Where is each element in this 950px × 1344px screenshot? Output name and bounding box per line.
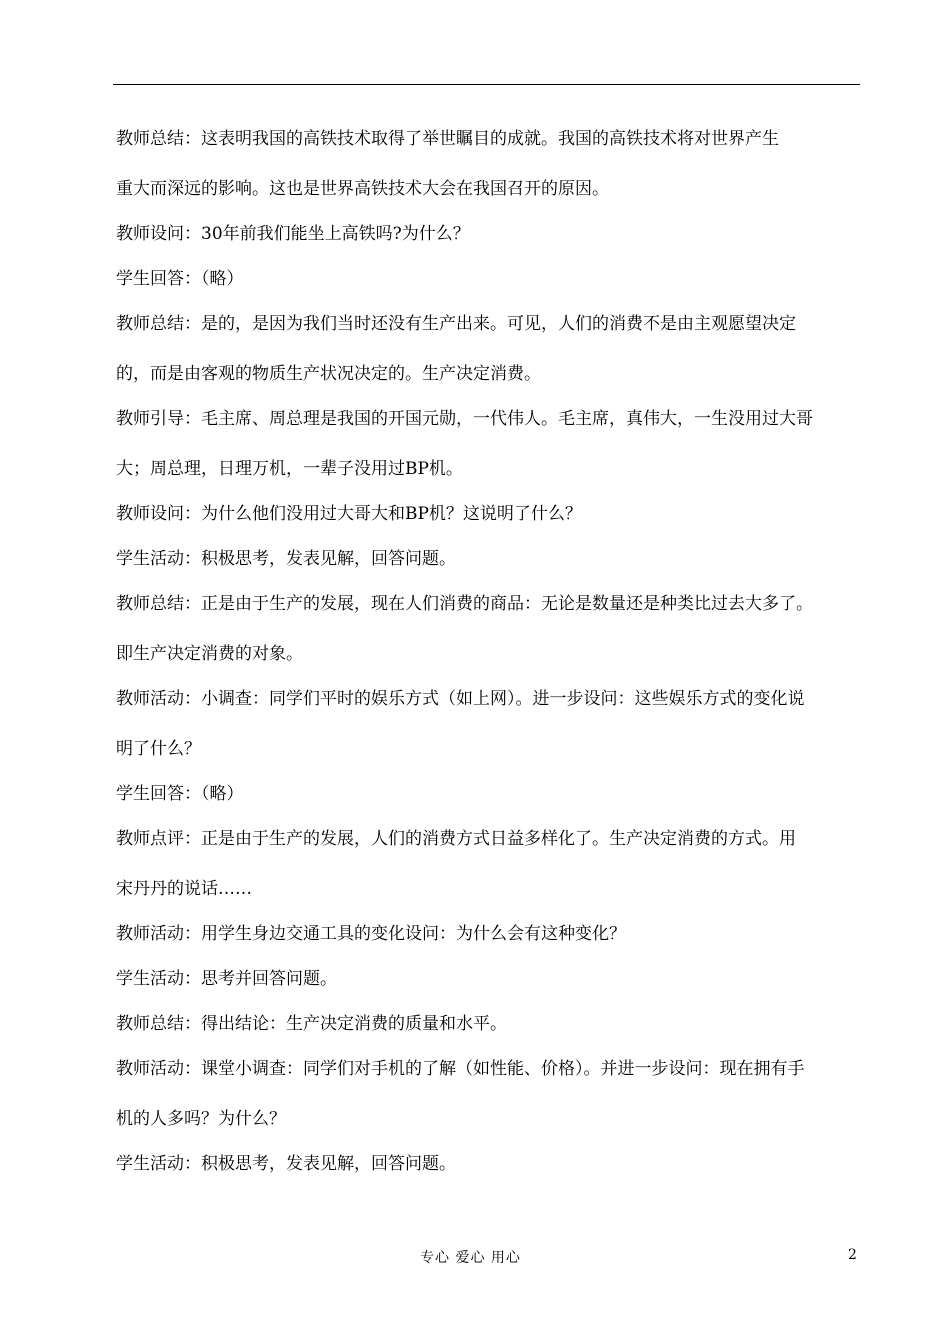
paragraph-line: 学生活动：积极思考，发表见解，回答问题。 [116, 549, 456, 569]
paragraph-line: 教师总结：这表明我国的高铁技术取得了举世瞩目的成就。我国的高铁技术将对世界产生 [116, 129, 779, 149]
paragraph-continuation-line: 明了什么？ [116, 739, 201, 759]
paragraph-continuation-line: 大；周总理，日理万机，一辈子没用过BP机。 [116, 459, 463, 479]
paragraph-line: 教师设问：30年前我们能坐上高铁吗?为什么？ [116, 224, 470, 244]
paragraph-line: 教师点评：正是由于生产的发展，人们的消费方式日益多样化了。生产决定消费的方式。用 [116, 829, 796, 849]
paragraph-line: 教师总结：正是由于生产的发展，现在人们消费的商品：无论是数量还是种类比过去大多了。 [116, 594, 813, 614]
paragraph-continuation-line: 重大而深远的影响。这也是世界高铁技术大会在我国召开的原因。 [116, 179, 609, 199]
paragraph-line: 教师活动：用学生身边交通工具的变化设问：为什么会有这种变化？ [116, 924, 626, 944]
paragraph-line: 教师引导：毛主席、周总理是我国的开国元勋，一代伟人。毛主席，真伟大，一生没用过大哥 [116, 409, 813, 429]
paragraph-line: 教师总结：得出结论：生产决定消费的质量和水平。 [116, 1014, 507, 1034]
paragraph-line: 教师设问：为什么他们没用过大哥大和BP机？这说明了什么？ [116, 504, 582, 524]
header-rule [113, 84, 860, 85]
paragraph-line: 学生回答：（略） [116, 784, 244, 804]
paragraph-line: 教师活动：小调查：同学们平时的娱乐方式（如上网）。进一步设问：这些娱乐方式的变化说 [116, 689, 805, 709]
paragraph-line: 教师活动：课堂小调查：同学们对手机的了解（如性能、价格）。并进一步设问：现在拥有手 [116, 1059, 805, 1079]
paragraph-line: 学生回答：（略） [116, 269, 244, 289]
page-number: 2 [848, 1247, 857, 1263]
paragraph-continuation-line: 机的人多吗？为什么？ [116, 1109, 286, 1129]
paragraph-line: 教师总结：是的，是因为我们当时还没有生产出来。可见，人们的消费不是由主观愿望决定 [116, 314, 796, 334]
paragraph-continuation-line: 即生产决定消费的对象。 [116, 644, 303, 664]
document-body [116, 117, 864, 1187]
footer-slogan: 专心 爱心 用心 [420, 1250, 521, 1266]
paragraph-continuation-line: 的，而是由客观的物质生产状况决定的。生产决定消费。 [116, 364, 541, 384]
paragraph-line: 学生活动：积极思考，发表见解，回答问题。 [116, 1154, 456, 1174]
paragraph-continuation-line: 宋丹丹的说话…… [116, 879, 252, 899]
paragraph-line: 学生活动：思考并回答问题。 [116, 969, 337, 989]
